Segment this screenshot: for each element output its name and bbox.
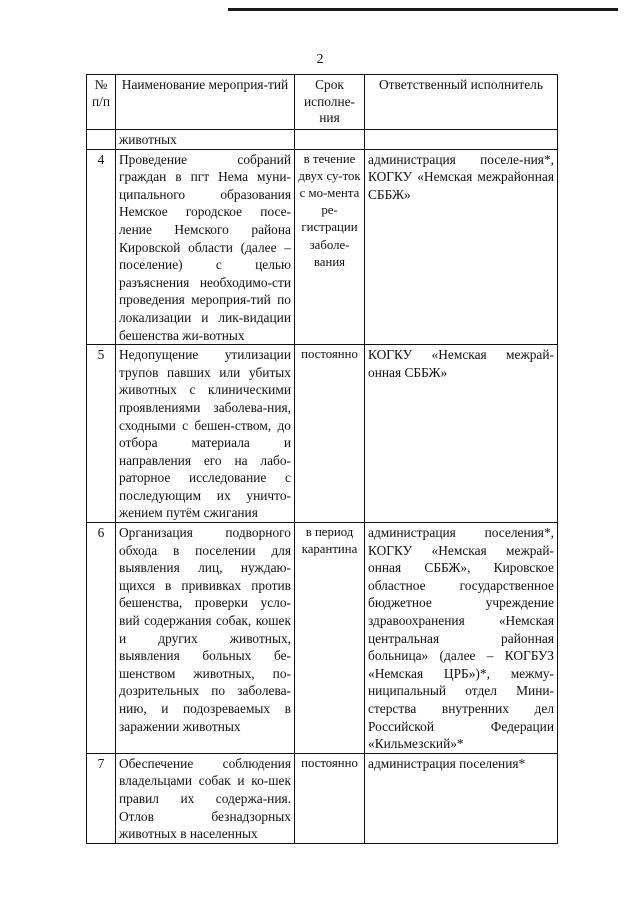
- cell-name: животных: [116, 130, 295, 150]
- table-row: [87, 523, 558, 754]
- cell-name: Проведение собраний граждан в пгт Нема муни-ципального образования Немское городское посе-ление Немского района Кировской области (далее – поселение) с целью разъяснения необходимо-сти проведения мероприя-тий по локализации и лик-видации бешенства жи-вотных: [116, 149, 295, 345]
- header-name: Наименование мероприя-тий: [116, 75, 295, 130]
- cell-term: [295, 130, 365, 150]
- table-row: [87, 753, 558, 843]
- measures-table: [86, 74, 558, 844]
- cell-term: постоянно: [295, 345, 365, 523]
- cell-num: [87, 130, 116, 150]
- cell-executor: КОГКУ «Немская межрай-онная СББЖ»: [365, 345, 558, 523]
- cell-num: 4: [87, 149, 116, 345]
- cell-term: постоянно: [295, 753, 365, 843]
- cell-term: в течение двух су-ток с мо-мента ре-гистрации заболе-вания: [295, 149, 365, 345]
- cell-executor: администрация поселения*, КОГКУ «Немская межрай-онная СББЖ», Кировское областное государственное бюджетное учреждение здравоохранения «Немская центральная районная больница» (далее – КОГБУЗ «Немская ЦРБ»)*, межму-ниципальный отдел Мини-стерства внутренних дел Российской Федерации «Кильмезский»*: [365, 523, 558, 754]
- table-header-row: [87, 75, 558, 130]
- cell-name: Организация подворного обхода в поселении для выявления лиц, нуждаю-щихся в прививках против бешенства, проверки усло-вий содержания собак, кошек и других животных, выявления больных бе-шенством животных, по-дозрительных по заболева-нию, и подозреваемых в заражении животных: [116, 523, 295, 754]
- top-border-line: [228, 8, 618, 11]
- header-executor: Ответственный исполнитель: [365, 75, 558, 130]
- cell-executor: администрация поселе-ния*, КОГКУ «Немская межрайонная СББЖ»: [365, 149, 558, 345]
- cell-name: Недопущение утилизации трупов павших или убитых животных с клиническими проявлениями заболева-ния, сходными с бешен-ством, до отбора материала и направления его на лабо-раторное исследование с последующим их уничто-жением путём сжигания: [116, 345, 295, 523]
- cell-executor: администрация поселения*: [365, 753, 558, 843]
- cell-term: в период карантина: [295, 523, 365, 754]
- header-num: № п/п: [87, 75, 116, 130]
- header-term: Срок исполне-ния: [295, 75, 365, 130]
- page-number: 2: [316, 52, 324, 67]
- cell-executor: [365, 130, 558, 150]
- table-row-continuation: [87, 130, 558, 150]
- table-row: [87, 149, 558, 345]
- cell-num: 6: [87, 523, 116, 754]
- cell-num: 5: [87, 345, 116, 523]
- cell-num: 7: [87, 753, 116, 843]
- cell-name: Обеспечение соблюдения владельцами собак и ко-шек правил их содержа-ния. Отлов безнадзорных животных в населенных: [116, 753, 295, 843]
- table-row: [87, 345, 558, 523]
